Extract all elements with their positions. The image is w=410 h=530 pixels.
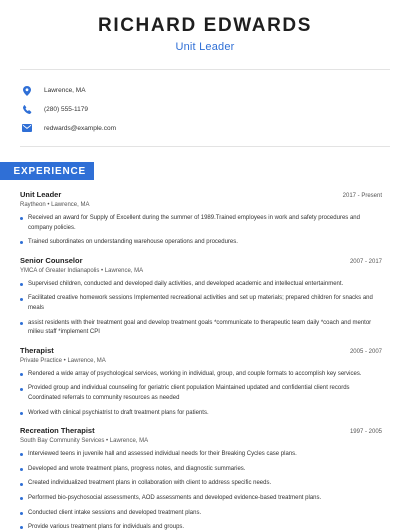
job-bullet: Facilitated creative homework sessions Implemented recreational activities and set up materials; prepared children for snacks and meals xyxy=(20,294,382,313)
job-organization: Private Practice • Lawrence, MA xyxy=(20,357,106,364)
job-organization: Raytheon • Lawrence, MA xyxy=(20,202,90,208)
job-dates: 2017 - Present xyxy=(342,193,382,199)
job-entry xyxy=(20,256,382,338)
job-title: Therapist xyxy=(20,345,54,355)
job-dates: 1997 - 2005 xyxy=(349,429,382,436)
job-title: Recreation Therapist xyxy=(20,426,95,436)
job-entry xyxy=(20,346,382,418)
job-bullet: Provide various treatment plans for individuals and groups. xyxy=(20,523,382,530)
job-bullet: Performed bio-psychosocial assessments, AOD assessments and developed evidence-based treatment plans. xyxy=(20,494,382,504)
job-bullet: Received an award for Supply of Excellent during the summer of 1989.Trained employees in work and safety procedures and company policies. xyxy=(20,214,382,233)
job-bullets xyxy=(20,214,382,248)
divider xyxy=(20,146,390,147)
job-organization: YMCA of Greater Indianapolis • Lawrence, MA xyxy=(20,267,144,274)
email-icon xyxy=(22,123,32,133)
job-organization: South Bay Community Services • Lawrence, MA xyxy=(20,438,149,445)
contact-email xyxy=(20,119,390,137)
experience-heading: EXPERIENCE xyxy=(0,162,94,180)
job-title: Unit Leader xyxy=(20,190,62,199)
job-bullets xyxy=(20,280,382,338)
job-bullet: Trained subordinates on understanding warehouse operations and procedures. xyxy=(20,238,382,248)
candidate-name: RICHARD EDWARDS xyxy=(98,15,312,36)
job-bullet: Rendered a wide array of psychological services, working in individual, group, and couple formats to accomplish key services. xyxy=(20,370,382,380)
job-bullets xyxy=(20,450,382,530)
job-entry xyxy=(20,190,382,248)
contact-email-text: redwards@example.com xyxy=(44,124,116,132)
job-bullet: Interviewed teens in juvenile hall and assessed individual needs for their Breaking Cycles case plans. xyxy=(20,450,382,460)
experience-list xyxy=(20,190,382,530)
contact-phone xyxy=(20,100,390,118)
divider xyxy=(20,69,390,70)
job-bullet: Created individualized treatment plans in collaboration with client to address specific needs. xyxy=(20,479,382,489)
job-bullets xyxy=(20,370,382,418)
contact-location xyxy=(20,82,390,99)
job-entry xyxy=(20,426,382,530)
location-pin-icon xyxy=(22,86,32,96)
contact-phone-text: (280) 555-1179 xyxy=(44,105,88,113)
job-dates: 2007 - 2017 xyxy=(349,258,382,265)
job-bullet: Supervised children, conducted and developed daily activities, and developed academic and intellectual entertainment. xyxy=(20,280,382,290)
contact-list xyxy=(20,82,390,138)
job-bullet: Developed and wrote treatment plans, progress notes, and diagnostic summaries. xyxy=(20,465,382,475)
job-bullet: Worked with clinical psychiatrist to draft treatment plans for patients. xyxy=(20,409,382,419)
phone-icon xyxy=(22,104,32,114)
resume-header xyxy=(0,15,410,53)
job-bullet: Conducted client intake sessions and developed treatment plans. xyxy=(20,509,382,519)
job-bullet: Provided group and individual counseling for geriatric client population Maintained updated and confidential client records Coordinated referrals to community resources as needed xyxy=(20,384,382,403)
candidate-role: Unit Leader xyxy=(175,41,235,53)
job-title: Senior Counselor xyxy=(20,255,83,265)
job-dates: 2005 - 2007 xyxy=(349,348,382,355)
job-bullet: assist residents with their treatment goal and develop treatment goals *communicate to therapeutic team daily *coach and mentor milieu staff *implement CPI xyxy=(20,319,382,338)
contact-location-text: Lawrence, MA xyxy=(44,87,86,94)
